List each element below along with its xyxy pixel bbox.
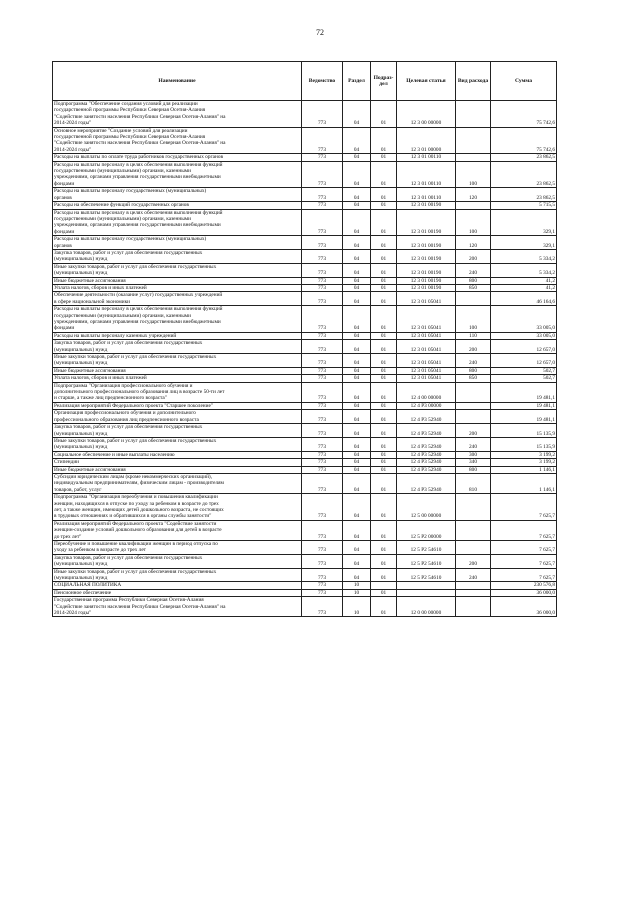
- cell-section: 04: [343, 127, 371, 154]
- cell-name: Расходы на выплаты персоналу в целях обеспечения выполнения функций государственными (муниципальными) органами, казенными учреждениями, органами управления государственными внебюджетными фондами: [53, 306, 302, 333]
- cell-subsection: 01: [371, 424, 397, 438]
- table-row: [53, 209, 557, 236]
- header-department: Ведомство: [302, 62, 343, 101]
- cell-expense-type: 200: [456, 249, 491, 263]
- cell-expense-type: [456, 292, 491, 306]
- cell-subsection: 01: [371, 451, 397, 458]
- cell-section: 04: [343, 367, 371, 374]
- cell-expense-type: [456, 410, 491, 424]
- cell-department: 773: [302, 437, 343, 451]
- cell-target-article: 12 3 00 00000: [397, 101, 456, 128]
- table-row: [53, 382, 557, 402]
- cell-target-article: 12 4 P3 52940: [397, 466, 456, 473]
- cell-expense-type: [456, 382, 491, 402]
- cell-section: 04: [343, 382, 371, 402]
- cell-target-article: 12 4 00 00000: [397, 382, 456, 402]
- cell-sum: 36 000,0: [491, 589, 557, 596]
- cell-sum: 7 625,7: [491, 520, 557, 540]
- cell-target-article: 12 4 P3 52940: [397, 473, 456, 493]
- table-row: [53, 367, 557, 374]
- cell-department: 773: [302, 382, 343, 402]
- table-row: [53, 306, 557, 333]
- table-row: [53, 520, 557, 540]
- table-row: [53, 202, 557, 209]
- cell-expense-type: 240: [456, 568, 491, 582]
- cell-section: 04: [343, 340, 371, 354]
- cell-department: 773: [302, 306, 343, 333]
- cell-section: 04: [343, 332, 371, 339]
- cell-section: 04: [343, 554, 371, 568]
- cell-section: 04: [343, 494, 371, 521]
- table-row: [53, 459, 557, 466]
- cell-department: 773: [302, 154, 343, 161]
- cell-department: 773: [302, 466, 343, 473]
- cell-name: Закупка товаров, работ и услуг для обеспечения государственных (муниципальных) нужд: [53, 554, 302, 568]
- cell-name: Расходы на выплаты персоналу в целях обеспечения выполнения функций государственными (муниципальными) органами, казенными учреждениями, органами управления государственными внебюджетными фондами: [53, 209, 302, 236]
- cell-sum: 36 000,0: [491, 597, 557, 617]
- cell-subsection: 01: [371, 202, 397, 209]
- cell-sum: 23 862,5: [491, 154, 557, 161]
- header-expense-type: Вид расхода: [456, 62, 491, 101]
- cell-target-article: 12 5 P2 54610: [397, 541, 456, 555]
- table-row: [53, 402, 557, 409]
- cell-sum: 41,2: [491, 277, 557, 284]
- cell-target-article: 12 3 01 05041: [397, 375, 456, 382]
- cell-target-article: 12 3 01 00190: [397, 209, 456, 236]
- cell-subsection: 01: [371, 332, 397, 339]
- cell-subsection: 01: [371, 154, 397, 161]
- cell-subsection: [371, 582, 397, 589]
- cell-target-article: 12 5 P2 54610: [397, 554, 456, 568]
- cell-sum: 19 481,1: [491, 402, 557, 409]
- cell-section: 04: [343, 263, 371, 277]
- table-row: [53, 354, 557, 368]
- cell-target-article: 12 0 00 00000: [397, 597, 456, 617]
- cell-department: 773: [302, 332, 343, 339]
- cell-department: 773: [302, 402, 343, 409]
- cell-section: 04: [343, 209, 371, 236]
- cell-expense-type: 100: [456, 306, 491, 333]
- cell-name: Иные бюджетные ассигнования: [53, 466, 302, 473]
- cell-department: 773: [302, 597, 343, 617]
- cell-target-article: 12 3 01 00110: [397, 154, 456, 161]
- header-name: Наименование: [53, 62, 302, 101]
- cell-sum: 7 625,7: [491, 568, 557, 582]
- cell-name: Закупка товаров, работ и услуг для обеспечения государственных (муниципальных) нужд: [53, 340, 302, 354]
- cell-sum: 15 135,9: [491, 437, 557, 451]
- cell-expense-type: 120: [456, 236, 491, 250]
- table-row: [53, 101, 557, 128]
- cell-sum: 1 146,1: [491, 473, 557, 493]
- cell-sum: 46 164,6: [491, 292, 557, 306]
- cell-expense-type: [456, 494, 491, 521]
- cell-expense-type: 850: [456, 375, 491, 382]
- cell-expense-type: 810: [456, 473, 491, 493]
- cell-expense-type: 340: [456, 459, 491, 466]
- cell-subsection: 01: [371, 188, 397, 202]
- cell-section: 04: [343, 459, 371, 466]
- cell-section: 04: [343, 161, 371, 188]
- table-row: [53, 568, 557, 582]
- cell-name: Расходы на выплаты персоналу казенных учреждений: [53, 332, 302, 339]
- cell-subsection: 01: [371, 263, 397, 277]
- cell-expense-type: 200: [456, 424, 491, 438]
- cell-target-article: 12 3 01 05041: [397, 292, 456, 306]
- cell-target-article: 12 4 P3 00000: [397, 402, 456, 409]
- cell-subsection: 01: [371, 161, 397, 188]
- cell-expense-type: [456, 520, 491, 540]
- cell-sum: 7 625,7: [491, 554, 557, 568]
- table-row: [53, 597, 557, 617]
- table-row: [53, 340, 557, 354]
- table-row: [53, 494, 557, 521]
- table-row: [53, 437, 557, 451]
- cell-sum: 7 625,7: [491, 541, 557, 555]
- cell-name: Иные бюджетные ассигнования: [53, 367, 302, 374]
- table-row: [53, 188, 557, 202]
- cell-subsection: 01: [371, 520, 397, 540]
- cell-subsection: 01: [371, 382, 397, 402]
- cell-subsection: 01: [371, 554, 397, 568]
- cell-section: 04: [343, 568, 371, 582]
- cell-target-article: 12 5 P2 54610: [397, 568, 456, 582]
- cell-subsection: 01: [371, 292, 397, 306]
- table-header-row: [53, 62, 557, 101]
- cell-sum: 33 005,0: [491, 306, 557, 333]
- cell-subsection: 01: [371, 402, 397, 409]
- cell-expense-type: [456, 154, 491, 161]
- cell-department: 773: [302, 127, 343, 154]
- cell-sum: 1 146,1: [491, 466, 557, 473]
- cell-sum: 7 625,7: [491, 494, 557, 521]
- cell-name: Подпрограмма "Организация переобучения и повышения квалификации женщин, находящихся в отпуске по уходу за ребенком в возрасте до трех лет, а также женщин, имеющих детей дошкольного возраста, не состоящих в трудовых отношениях и обратившихся в органы службы занятости": [53, 494, 302, 521]
- cell-expense-type: 800: [456, 277, 491, 284]
- cell-name: Расходы на выплаты персоналу государственных (муниципальных) органов: [53, 188, 302, 202]
- cell-section: 04: [343, 541, 371, 555]
- cell-name: Реализация мероприятий Федерального проекта "Старшее поколение": [53, 402, 302, 409]
- cell-section: 04: [343, 466, 371, 473]
- cell-subsection: 01: [371, 568, 397, 582]
- cell-section: 04: [343, 473, 371, 493]
- cell-expense-type: [456, 202, 491, 209]
- table-row: [53, 263, 557, 277]
- cell-expense-type: [456, 582, 491, 589]
- cell-target-article: 12 5 00 00000: [397, 494, 456, 521]
- cell-name: Закупка товаров, работ и услуг для обеспечения государственных (муниципальных) нужд: [53, 249, 302, 263]
- cell-expense-type: 240: [456, 263, 491, 277]
- cell-section: 04: [343, 402, 371, 409]
- cell-target-article: 12 3 01 00000: [397, 127, 456, 154]
- cell-department: 773: [302, 375, 343, 382]
- cell-sum: 75 742,6: [491, 127, 557, 154]
- cell-section: 04: [343, 375, 371, 382]
- cell-expense-type: 200: [456, 340, 491, 354]
- cell-section: 10: [343, 589, 371, 596]
- cell-name: Социальное обеспечение и иные выплаты населению: [53, 451, 302, 458]
- cell-target-article: 12 3 01 00190: [397, 284, 456, 291]
- cell-subsection: 01: [371, 306, 397, 333]
- cell-target-article: 12 3 01 00190: [397, 249, 456, 263]
- cell-sum: 5 334,2: [491, 249, 557, 263]
- cell-sum: 502,7: [491, 375, 557, 382]
- cell-subsection: 01: [371, 354, 397, 368]
- cell-department: 773: [302, 209, 343, 236]
- cell-name: Иные закупки товаров, работ и услуг для обеспечения государственных (муниципальных) нужд: [53, 354, 302, 368]
- cell-name: Переобучение и повышение квалификации женщин в период отпуска по уходу за ребенком в возрасте до трех лет: [53, 541, 302, 555]
- cell-subsection: 01: [371, 367, 397, 374]
- cell-section: 04: [343, 101, 371, 128]
- cell-department: 773: [302, 459, 343, 466]
- cell-sum: 502,7: [491, 367, 557, 374]
- cell-section: 10: [343, 582, 371, 589]
- cell-subsection: 01: [371, 459, 397, 466]
- cell-expense-type: 800: [456, 367, 491, 374]
- cell-target-article: 12 3 01 00190: [397, 236, 456, 250]
- table-row: [53, 161, 557, 188]
- cell-sum: 23 862,5: [491, 161, 557, 188]
- cell-department: 773: [302, 354, 343, 368]
- cell-department: 773: [302, 410, 343, 424]
- cell-department: 773: [302, 340, 343, 354]
- cell-name: Пенсионное обеспечение: [53, 589, 302, 596]
- cell-section: 04: [343, 424, 371, 438]
- table-row: [53, 127, 557, 154]
- cell-department: 773: [302, 541, 343, 555]
- cell-expense-type: [456, 541, 491, 555]
- cell-department: 773: [302, 188, 343, 202]
- table-row: [53, 292, 557, 306]
- cell-subsection: 01: [371, 437, 397, 451]
- table-row: [53, 473, 557, 493]
- cell-sum: 23 862,5: [491, 188, 557, 202]
- table-row: [53, 451, 557, 458]
- header-target-article: Целевая статья: [397, 62, 456, 101]
- table-row: [53, 375, 557, 382]
- cell-expense-type: 120: [456, 188, 491, 202]
- cell-expense-type: 240: [456, 437, 491, 451]
- cell-expense-type: 300: [456, 451, 491, 458]
- cell-name: Государственная программа Республики Северная Осетия-Алания "Содействие занятости населения Республики Северная Осетия-Алания" на 2014-2024 годы": [53, 597, 302, 617]
- table-row: [53, 424, 557, 438]
- table-row: [53, 154, 557, 161]
- cell-target-article: 12 3 01 05041: [397, 332, 456, 339]
- cell-target-article: 12 3 01 00190: [397, 202, 456, 209]
- cell-subsection: 01: [371, 249, 397, 263]
- cell-department: 773: [302, 263, 343, 277]
- table-row: [53, 554, 557, 568]
- cell-expense-type: 100: [456, 209, 491, 236]
- cell-expense-type: [456, 402, 491, 409]
- table-body: [53, 101, 557, 617]
- cell-target-article: 12 4 P3 52940: [397, 459, 456, 466]
- cell-section: 04: [343, 520, 371, 540]
- cell-name: Уплата налогов, сборов и иных платежей: [53, 284, 302, 291]
- cell-target-article: 12 3 01 00110: [397, 161, 456, 188]
- cell-subsection: 01: [371, 597, 397, 617]
- cell-name: Организация профессионального обучения и дополнительного профессионального образования лиц предпенсионного возраста: [53, 410, 302, 424]
- cell-expense-type: [456, 597, 491, 617]
- cell-department: 773: [302, 568, 343, 582]
- cell-sum: 3 199,2: [491, 459, 557, 466]
- cell-department: 773: [302, 582, 343, 589]
- cell-subsection: 01: [371, 340, 397, 354]
- cell-department: 773: [302, 494, 343, 521]
- cell-section: 04: [343, 284, 371, 291]
- cell-expense-type: 240: [456, 354, 491, 368]
- cell-expense-type: [456, 589, 491, 596]
- cell-subsection: 01: [371, 410, 397, 424]
- cell-name: Субсидии юридическим лицам (кроме некоммерческих организаций), индивидуальным предпринимателям, физическим лицам - производителям товаров, работ, услуг: [53, 473, 302, 493]
- page-number: 72: [316, 28, 324, 37]
- cell-section: 04: [343, 410, 371, 424]
- cell-expense-type: 110: [456, 332, 491, 339]
- cell-section: 04: [343, 437, 371, 451]
- cell-section: 10: [343, 597, 371, 617]
- cell-name: Расходы на выплаты по оплате труда работников государственных органов: [53, 154, 302, 161]
- cell-department: 773: [302, 101, 343, 128]
- cell-department: 773: [302, 277, 343, 284]
- cell-expense-type: 850: [456, 284, 491, 291]
- header-sum: Сумма: [491, 62, 557, 101]
- cell-expense-type: 800: [456, 466, 491, 473]
- cell-subsection: 01: [371, 466, 397, 473]
- cell-department: 773: [302, 202, 343, 209]
- cell-expense-type: [456, 101, 491, 128]
- table-row: [53, 332, 557, 339]
- cell-name: Подпрограмма "Организация профессионального обучения и дополнительного профессионального образования лиц в возрасте 50-ти лет и старше, а также лиц предпенсионного возраста": [53, 382, 302, 402]
- cell-name: Подпрограмма "Обеспечение создания условий для реализации государственной программы Республики Северная Осетия-Алания "Содействие занятости населения Республики Северная Осетия-Алания" на 2014-2024 годы": [53, 101, 302, 128]
- cell-sum: 19 481,1: [491, 410, 557, 424]
- cell-section: 04: [343, 202, 371, 209]
- cell-section: 04: [343, 188, 371, 202]
- cell-target-article: 12 3 01 05041: [397, 306, 456, 333]
- cell-name: Иные закупки товаров, работ и услуг для обеспечения государственных (муниципальных) нужд: [53, 437, 302, 451]
- cell-target-article: 12 4 P3 52940: [397, 424, 456, 438]
- cell-expense-type: 100: [456, 161, 491, 188]
- cell-department: 773: [302, 367, 343, 374]
- table-row: [53, 410, 557, 424]
- cell-name: Расходы на выплаты персоналу государственных (муниципальных) органов: [53, 236, 302, 250]
- cell-section: 04: [343, 277, 371, 284]
- cell-department: 773: [302, 249, 343, 263]
- cell-target-article: 12 3 01 05041: [397, 367, 456, 374]
- cell-subsection: 01: [371, 494, 397, 521]
- cell-department: 773: [302, 473, 343, 493]
- table-row: [53, 284, 557, 291]
- cell-section: 04: [343, 249, 371, 263]
- header-subsection: Подраз-дел: [371, 62, 397, 101]
- cell-target-article: 12 3 01 05041: [397, 340, 456, 354]
- cell-sum: 15 135,9: [491, 424, 557, 438]
- cell-sum: 19 481,1: [491, 382, 557, 402]
- cell-sum: 12 657,0: [491, 354, 557, 368]
- cell-section: 04: [343, 354, 371, 368]
- cell-department: 773: [302, 161, 343, 188]
- cell-target-article: [397, 589, 456, 596]
- table-row: [53, 466, 557, 473]
- cell-department: 773: [302, 451, 343, 458]
- cell-target-article: 12 3 01 00190: [397, 263, 456, 277]
- cell-name: Иные закупки товаров, работ и услуг для обеспечения государственных (муниципальных) нужд: [53, 568, 302, 582]
- cell-sum: 329,1: [491, 236, 557, 250]
- cell-sum: 5 334,2: [491, 263, 557, 277]
- cell-name: Уплата налогов, сборов и иных платежей: [53, 375, 302, 382]
- cell-subsection: 01: [371, 277, 397, 284]
- cell-subsection: 01: [371, 236, 397, 250]
- table-row: [53, 277, 557, 284]
- cell-target-article: [397, 582, 456, 589]
- cell-expense-type: 200: [456, 554, 491, 568]
- budget-table: [52, 61, 557, 617]
- cell-department: 773: [302, 554, 343, 568]
- cell-target-article: 12 4 P3 52940: [397, 410, 456, 424]
- cell-name: Обеспечение деятельности (оказание услуг) государственных учреждений в сфере национальной экономики: [53, 292, 302, 306]
- cell-section: 04: [343, 292, 371, 306]
- cell-name: Закупка товаров, работ и услуг для обеспечения государственных (муниципальных) нужд: [53, 424, 302, 438]
- cell-name: Иные бюджетные ассигнования: [53, 277, 302, 284]
- cell-name: Основное мероприятие "Создание условий для реализации государственной программы Республики Северная Осетия-Алания "Содействие занятости населения Республики Северная Осетия-Алания" на 2014-2024 годы": [53, 127, 302, 154]
- cell-name: Реализация мероприятий Федерального проекта "Содействие занятости женщин-создание условий дошкольного образования для детей в возрасте до трех лет": [53, 520, 302, 540]
- cell-section: 04: [343, 451, 371, 458]
- table-row: [53, 249, 557, 263]
- cell-name: Расходы на выплаты персоналу в целях обеспечения выполнения функций государственными (муниципальными) органами, казенными учреждениями, органами управления государственными внебюджетными фондами: [53, 161, 302, 188]
- cell-sum: 230 576,8: [491, 582, 557, 589]
- cell-sum: 12 657,0: [491, 340, 557, 354]
- cell-expense-type: [456, 127, 491, 154]
- cell-name: СОЦИАЛЬНАЯ ПОЛИТИКА: [53, 582, 302, 589]
- cell-section: 04: [343, 306, 371, 333]
- cell-section: 04: [343, 236, 371, 250]
- cell-subsection: 01: [371, 375, 397, 382]
- cell-department: 773: [302, 424, 343, 438]
- cell-subsection: 01: [371, 284, 397, 291]
- table-row: [53, 541, 557, 555]
- cell-sum: 33 005,0: [491, 332, 557, 339]
- cell-section: 04: [343, 154, 371, 161]
- table-row: [53, 582, 557, 589]
- table-row: [53, 236, 557, 250]
- cell-subsection: 01: [371, 127, 397, 154]
- cell-target-article: 12 3 01 00190: [397, 277, 456, 284]
- cell-department: 773: [302, 292, 343, 306]
- cell-sum: 3 199,2: [491, 451, 557, 458]
- cell-target-article: 12 3 01 05041: [397, 354, 456, 368]
- cell-sum: 5 715,5: [491, 202, 557, 209]
- cell-department: 773: [302, 284, 343, 291]
- cell-sum: 329,1: [491, 209, 557, 236]
- cell-target-article: 12 5 P2 00000: [397, 520, 456, 540]
- cell-subsection: 01: [371, 473, 397, 493]
- cell-subsection: 01: [371, 101, 397, 128]
- cell-target-article: 12 3 01 00110: [397, 188, 456, 202]
- cell-subsection: 01: [371, 209, 397, 236]
- cell-name: Расходы на обеспечение функций государственных органов: [53, 202, 302, 209]
- cell-name: Иные закупки товаров, работ и услуг для обеспечения государственных (муниципальных) нужд: [53, 263, 302, 277]
- cell-department: 773: [302, 589, 343, 596]
- cell-target-article: 12 4 P3 52940: [397, 437, 456, 451]
- cell-department: 773: [302, 520, 343, 540]
- cell-sum: 41,2: [491, 284, 557, 291]
- cell-sum: 75 742,6: [491, 101, 557, 128]
- cell-department: 773: [302, 236, 343, 250]
- header-section: Раздел: [343, 62, 371, 101]
- cell-subsection: 01: [371, 589, 397, 596]
- cell-name: Стипендии: [53, 459, 302, 466]
- table-row: [53, 589, 557, 596]
- cell-subsection: 01: [371, 541, 397, 555]
- cell-target-article: 12 4 P3 52940: [397, 451, 456, 458]
